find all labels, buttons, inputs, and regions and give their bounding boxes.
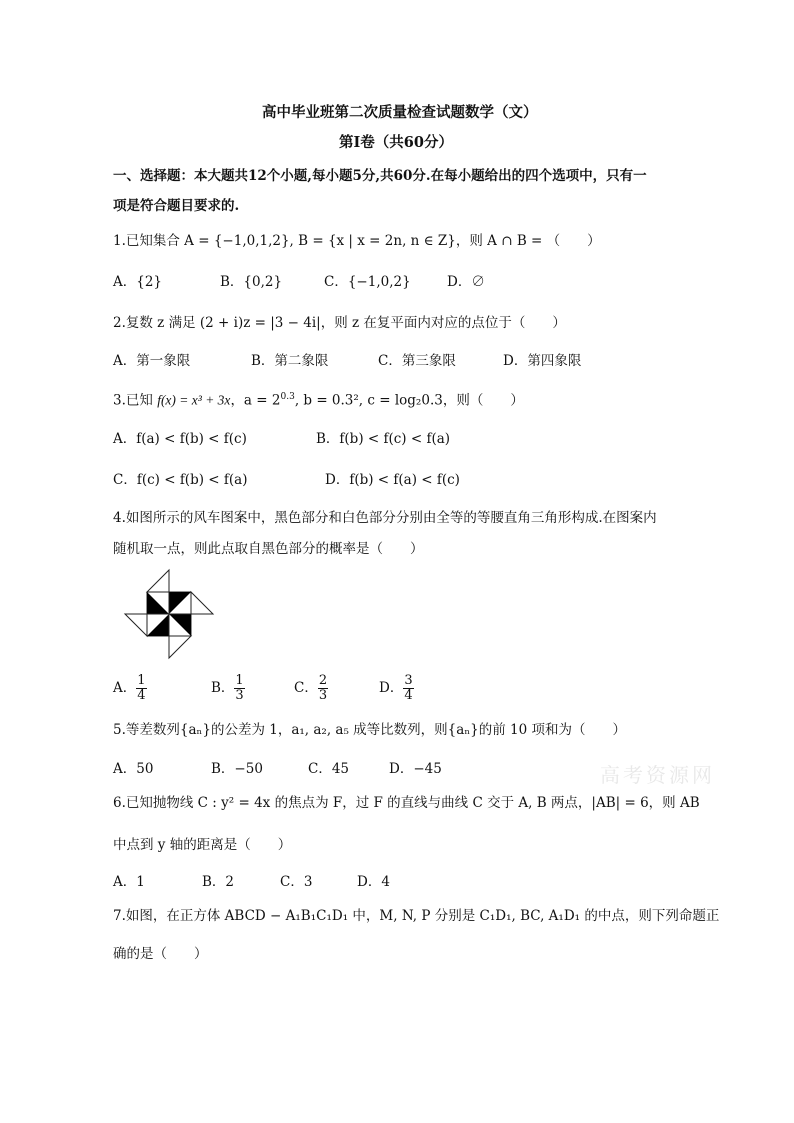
question-stem: 如图所示的风车图案中，黑色部分和白色部分分别由全等的等腰直角三角形构成.在图案内 <box>125 510 657 526</box>
exam-title: 高中毕业班第二次质量检查试题数学（文） <box>262 104 538 121</box>
q2-option-b: B．第二象限 <box>251 353 329 369</box>
q4-option-b <box>211 674 245 703</box>
question-number: 1. <box>113 233 126 249</box>
fraction: $\frac{1}{4}$ <box>137 673 146 703</box>
stem-bc: , b = 0.3², c = log₂0.3 <box>294 392 443 409</box>
stem-a: ，a = 2 <box>230 392 281 409</box>
question-5 <box>113 721 626 739</box>
option-label: B． <box>211 680 235 696</box>
q3-option-b: B．f(b) < f(c) < f(a) <box>316 431 451 447</box>
q2-option-a: A．第一象限 <box>113 353 191 369</box>
q3-option-a: A．f(a) < f(b) < f(c) <box>113 431 247 447</box>
watermark: 高考资源网 <box>600 763 715 787</box>
q1-option-a: A．{2} <box>113 274 163 290</box>
question-number: 5. <box>113 722 126 738</box>
question-1 <box>113 232 601 250</box>
section-instructions-line1: 一、选择题：本大题共12个小题,每小题5分,共60分.在每小题给出的四个选项中，只有一 <box>113 168 647 184</box>
pinwheel-white-top <box>147 570 169 592</box>
q3-option-c: C．f(c) < f(b) < f(a) <box>113 472 248 488</box>
q4-option-a <box>113 674 147 703</box>
q6-option-d: D．4 <box>357 874 390 890</box>
stem-prefix: 已知 <box>125 392 158 409</box>
pinwheel-white-right <box>191 592 213 614</box>
fraction: $\frac{1}{3}$ <box>235 673 244 703</box>
q5-option-d: D．−45 <box>389 761 442 777</box>
question-4-line1 <box>113 509 657 527</box>
question-4-line2: 随机取一点，则此点取自黑色部分的概率是（ ） <box>113 541 424 557</box>
question-stem: 等差数列{aₙ}的公差为 1，a₁, a₂, a₅ 成等比数列，则{aₙ}的前 10 项和为（ ） <box>125 722 627 738</box>
pinwheel-white-bottom <box>169 636 191 658</box>
pinwheel-figure <box>120 565 218 663</box>
question-3 <box>113 388 524 410</box>
q6-option-c: C．3 <box>280 874 313 890</box>
option-label: A． <box>113 680 137 696</box>
q5-option-a: A．50 <box>113 761 154 777</box>
fraction: $\frac{2}{3}$ <box>318 673 328 703</box>
question-6-line2: 中点到 y 轴的距离是（ ） <box>113 837 292 853</box>
q1-option-b: B．{0,2} <box>220 274 283 290</box>
question-stem: 已知集合 A = {−1,0,1,2}, B = {x | x = 2n, n ∈ Z}，则 A ∩ B = （ ） <box>125 233 601 249</box>
stem-suffix: ，则（ ） <box>442 392 524 409</box>
question-number: 7. <box>113 908 126 924</box>
q1-option-c: C．{−1,0,2} <box>324 274 411 290</box>
q5-option-b: B．−50 <box>211 761 263 777</box>
volume-heading: 第Ⅰ卷（共60分） <box>339 134 453 151</box>
option-label: C． <box>294 680 318 696</box>
function-expression: f(x) = x³ + 3x <box>157 392 231 408</box>
q6-option-b: B．2 <box>202 874 235 890</box>
pinwheel-white-left <box>125 614 147 636</box>
q1-option-d: D．∅ <box>447 274 485 290</box>
question-6-line1 <box>113 794 700 812</box>
question-number: 2. <box>113 315 126 331</box>
q4-option-d <box>379 674 414 703</box>
question-7-line1 <box>113 907 719 925</box>
exponent: 0.3 <box>280 392 295 402</box>
question-number: 6. <box>113 795 126 811</box>
q2-option-c: C．第三象限 <box>378 353 456 369</box>
question-number: 3. <box>113 392 126 409</box>
question-7-line2: 确的是（ ） <box>113 946 208 962</box>
q4-option-c <box>294 674 328 703</box>
q3-option-d: D．f(b) < f(a) < f(c) <box>325 472 460 488</box>
question-stem: 复数 z 满足 (2 + i)z = |3 − 4i|，则 z 在复平面内对应的点位于（ ） <box>125 315 566 331</box>
question-number: 4. <box>113 510 126 526</box>
question-2 <box>113 314 566 332</box>
option-label: D． <box>379 680 404 696</box>
section-instructions-line2: 项是符合题目要求的. <box>113 198 240 214</box>
question-stem: 如图，在正方体 ABCD − A₁B₁C₁D₁ 中，M, N, P 分别是 C₁D₁, BC, A₁D₁ 的中点，则下列命题正 <box>125 908 720 924</box>
q6-option-a: A．1 <box>113 874 145 890</box>
question-stem: 已知抛物线 C : y² = 4x 的焦点为 F，过 F 的直线与曲线 C 交于 A, B 两点，|AB| = 6，则 AB <box>125 795 700 811</box>
fraction: $\frac{3}{4}$ <box>404 673 413 703</box>
q5-option-c: C．45 <box>308 761 350 777</box>
q2-option-d: D．第四象限 <box>503 353 582 369</box>
